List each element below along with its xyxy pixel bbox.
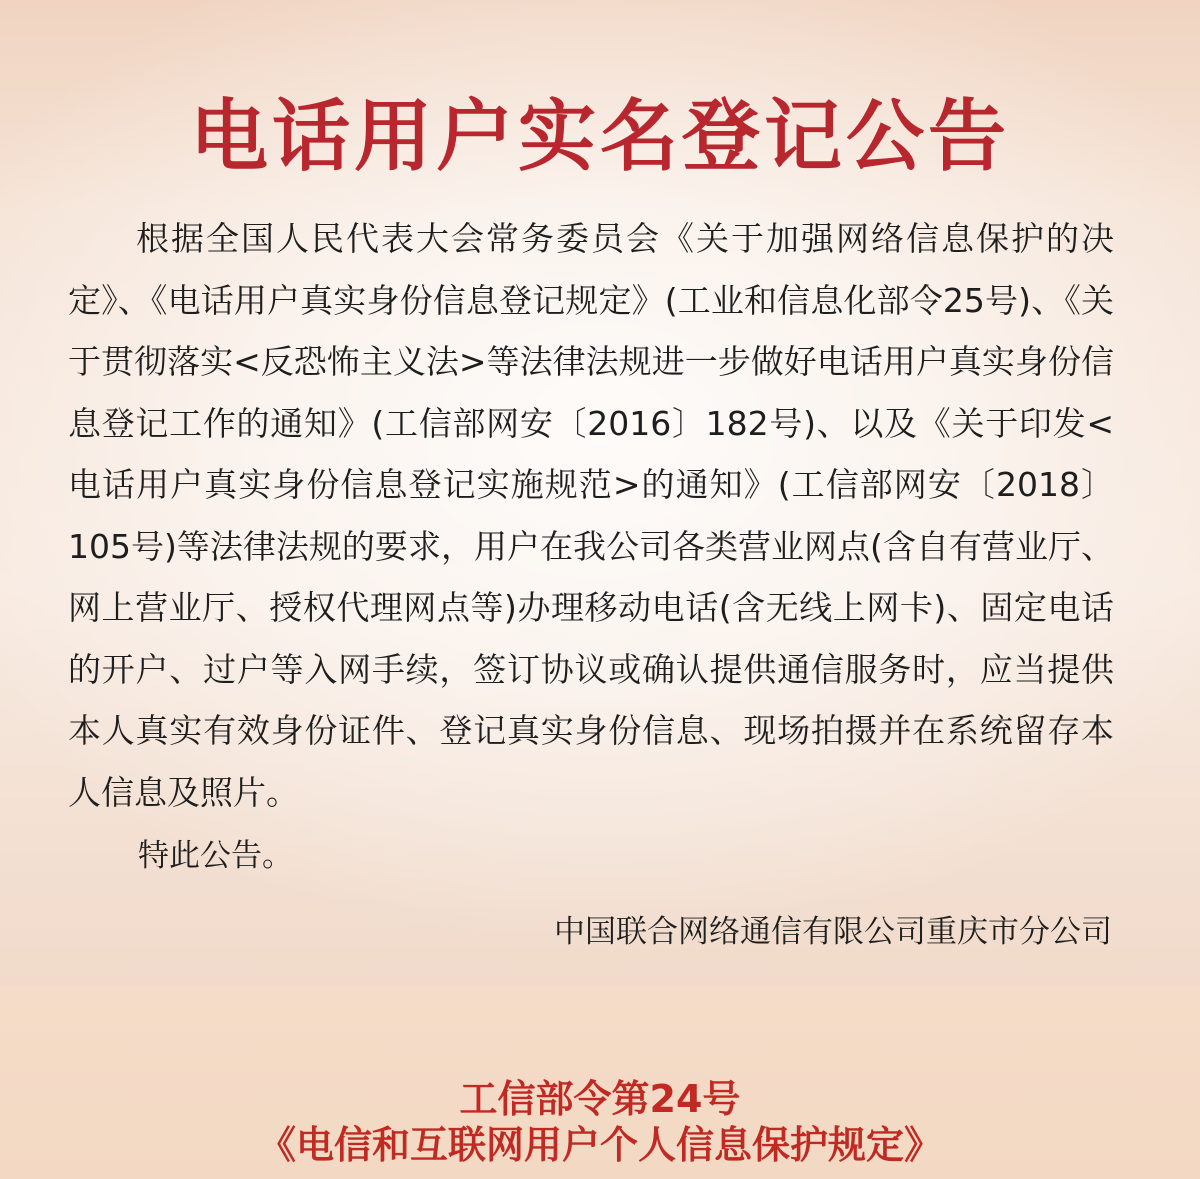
notice-closing: 特此公告。 (138, 838, 293, 874)
notice-body: 根据全国人民代表大会常务委员会《关于加强网络信息保护的决定》、《电话用户真实身份信息登记规定》(工业和信息化部令25号)、《关于贯彻落实<反恐怖主义法>等法律法规进一步做好电话用户真实身份信息登记工作的通知》(工信部网安〔2016〕182号)、以及《关于印发<电话用户真实身份信息登记实施规范>的通知》(工信部网安〔2018〕105号)等法律法规的要求，用户在我公司各类营业网点(含自有营业厅、网上营业厅、授权代理网点等)办理移动电话(含无线上网卡)、固定电话的开户、过户等入网手续，签订协议或确认提供通信服务时，应当提供本人真实有效身份证件、登记真实身份信息、现场拍摄并在系统留存本人信息及照片。 (68, 219, 1114, 812)
regulation-number: 工信部令第24号 (459, 1077, 741, 1121)
notice-title: 电话用户实名登记公告 (189, 91, 1010, 182)
issuer-signature: 中国联合网络通信有限公司重庆市分公司 (554, 914, 1112, 950)
regulation-name: 《电信和互联网用户个人信息保护规定》 (257, 1123, 942, 1167)
